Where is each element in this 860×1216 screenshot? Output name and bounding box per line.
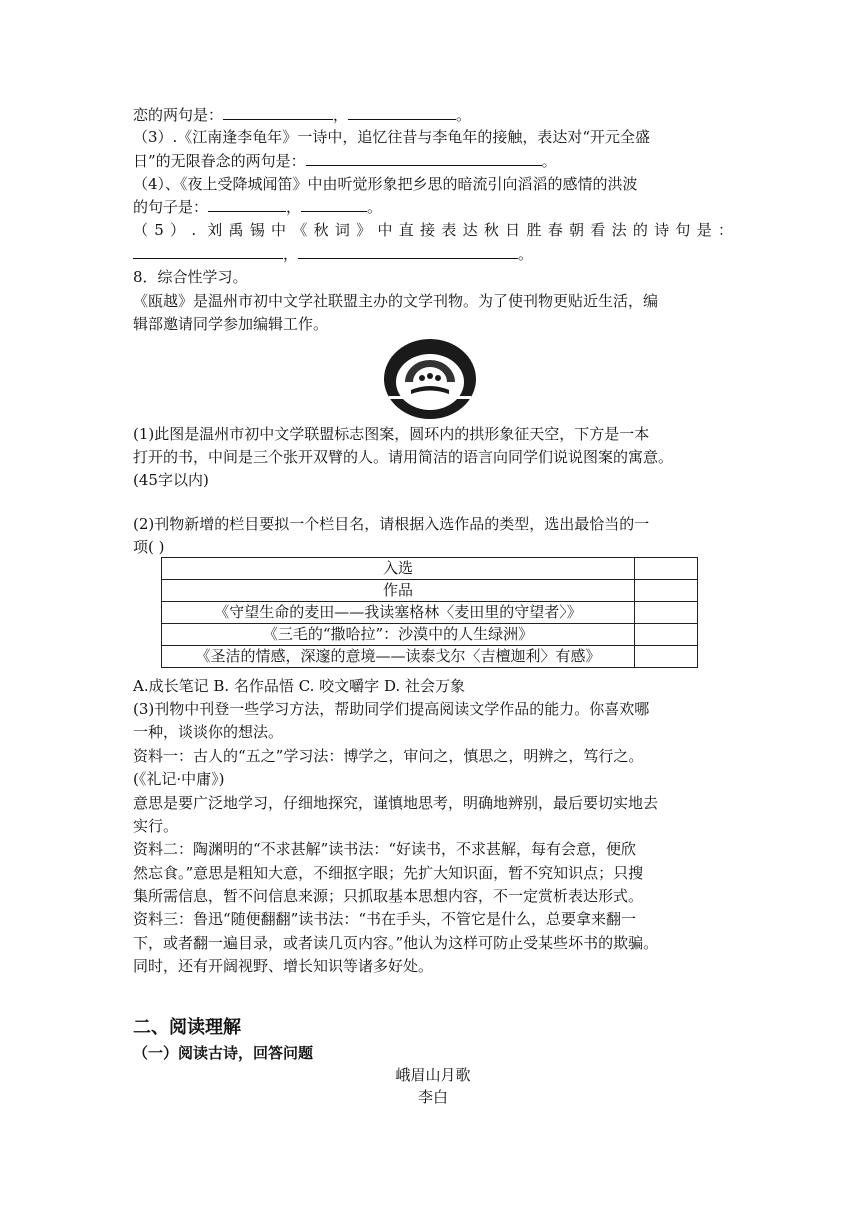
table-cell: 《三毛的“撒哈拉”：沙漠中的人生绿洲》 [162,624,635,646]
q8-intro-line1: 《瓯越》是温州市初中文学社联盟主办的文学刊物。为了使刊物更贴近生活，编 [133,292,659,310]
table-cell-empty [635,602,698,624]
q8-sub2-line1: (2)刊物新增的栏目要拟一个栏目名，请根据入选作品的类型，选出最恰当的一 [133,515,650,533]
material1-line3: 意思是要广泛地学习，仔细地探究，谨慎地思考，明确地辨别，最后要切实地去 [133,794,659,812]
table-cell-empty [635,580,698,602]
q8-sub1-line2: 打开的书，中间是三个张开双臂的人。请用简洁的语言向同学们说说图案的寓意。 [133,448,674,466]
material3-line3: 同时，还有开阔视野、增长知识等诸多好处。 [133,957,434,975]
q7-item4-line1: （4）、《夜上受降城闻笛》中由听觉形象把乡思的暗流引向滔滔的感情的洪波 [133,175,638,193]
section2-subtitle: （一）阅读古诗，回答问题 [133,1044,314,1062]
separator: ， [286,198,302,216]
table-cell: 作品 [162,580,635,602]
works-table [161,557,698,668]
answer-blank[interactable] [133,243,283,259]
q8-intro-line2: 辑部邀请同学参加编辑工作。 [133,315,329,333]
table-row [162,602,698,624]
q8-sub3-line2: 一种，谈谈你的想法。 [133,723,284,741]
q7-item3-line1: （3）.《江南逢李龟年》一诗中，追忆往昔与李龟年的接触，表达对“开元全盛 [133,128,650,146]
material2-line2: 然忘食。”意思是粗知大意，不细抠字眼；先扩大知识面，暂不究知识点；只搜 [133,864,644,882]
material3-line1: 资料三：鲁迅“随便翻翻”读书法：“书在手头，不管它是什么，总要拿来翻一 [133,910,637,928]
q7-item5-line1: （5）. 刘禹锡中《秋词》中直接表达秋日胜春朝看法的诗句是： [133,221,733,239]
table-row [162,646,698,668]
q7-item5-line2 [133,243,733,265]
table-row [162,580,698,602]
q7-item3-line2 [133,150,733,172]
q7-item4-prefix: 的句子是： [133,198,209,216]
table-cell: 《守望生命的麦田——我读塞格林〈麦田里的守望者〉》 [162,602,635,624]
q7-line1 [133,104,733,126]
material1-line1: 资料一：古人的“五之”学习法：博学之，审问之，慎思之，明辨之，笃行之。 [133,747,644,765]
q8-options: A.成长笔记 B. 名作品悟 C. 咬文嚼字 D. 社会万象 [133,677,465,695]
table-cell-empty [635,624,698,646]
answer-blank[interactable] [223,104,333,120]
poem-author: 李白 [417,1088,448,1106]
answer-blank[interactable] [348,104,456,120]
period: 。 [367,198,383,216]
material2-line3: 集所需信息，暂不问信息来源；只抓取基本思想内容，不一定赏析表达形式。 [133,887,644,905]
material2-line1: 资料二：陶渊明的“不求甚解”读书法：“好读书，不求甚解，每有会意，便欣 [133,840,637,858]
q8-sub3-line1: (3)刊物中刊登一些学习方法，帮助同学们提高阅读文学作品的能力。你喜欢哪 [133,700,650,718]
answer-blank[interactable] [301,196,367,212]
poem-title: 峨眉山月歌 [395,1066,471,1084]
answer-blank[interactable] [208,196,286,212]
separator: ， [283,245,299,263]
literary-alliance-logo-image [383,338,477,420]
answer-blank[interactable] [306,150,542,166]
table-row [162,624,698,646]
q8-title: 8．综合性学习。 [133,268,248,286]
material1-line4: 实行。 [133,817,179,835]
answer-blank[interactable] [298,243,518,259]
material1-line2: (《礼记·中庸》) [133,770,225,788]
table-cell: 《圣洁的情感，深邃的意境——读泰戈尔〈吉檀迦利〉有感》 [162,646,635,668]
table-row [162,558,698,580]
q7-item3-prefix: 日”的无限眷念的两句是： [133,152,306,170]
period: 。 [518,245,534,263]
period: 。 [541,152,557,170]
separator: ， [333,106,349,124]
q8-sub2-line2: 项( ) [133,538,165,556]
material3-line2: 下，或者翻一遍目录，或者读几页内容。”他认为这样可防止受某些坏书的欺骗。 [133,934,659,952]
section2-title: 二、阅读理解 [133,1017,241,1038]
q8-sub1-line3: (45字以内) [133,471,209,489]
q7-line1-text: 恋的两句是： [133,106,224,124]
period: 。 [456,106,472,124]
table-cell-empty [635,646,698,668]
q8-sub1-line1: (1)此图是温州市初中文学联盟标志图案，圆环内的拱形象征天空，下方是一本 [133,425,650,443]
table-cell-empty [635,558,698,580]
q7-item4-line2 [133,196,733,218]
table-cell: 入选 [162,558,635,580]
